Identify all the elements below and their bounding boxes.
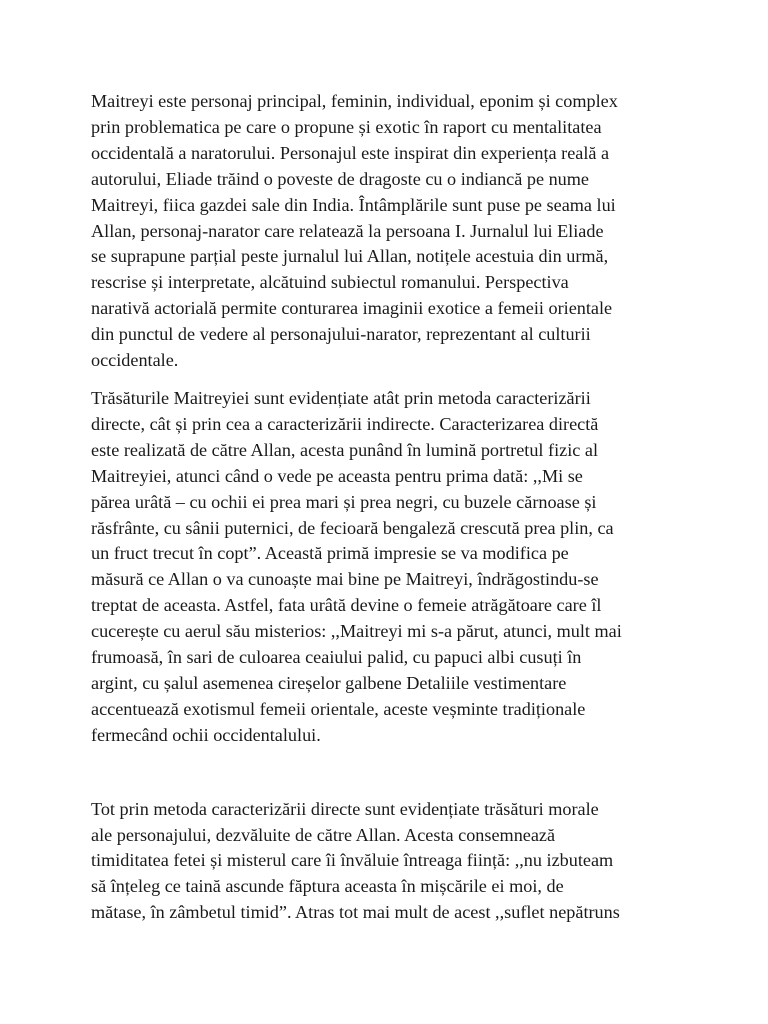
text-line: narativă actorială permite conturarea imaginii exotice a femeii orientale	[91, 298, 613, 319]
text-line: frumoasă, în sari de culoarea ceaiului palid, cu papuci albi cusuți în	[91, 647, 582, 668]
text-line: argint, cu șalul asemenea cireșelor galbene Detaliile vestimentare	[91, 672, 567, 693]
text-line: să înțeleg ce taină ascunde făptura aceasta în mișcările ei moi, de	[91, 876, 564, 897]
text-line: accentuează exotismul femeii orientale, aceste veșminte tradiționale	[91, 698, 586, 719]
text-line: prin problematica pe care o propune și exotic în raport cu mentalitatea	[91, 116, 602, 137]
text-line: este realizată de către Allan, acesta punând în lumină portretul fizic al	[91, 439, 598, 460]
text-line: autorului, Eliade trăind o poveste de dragoste cu o indiancă pe nume	[91, 168, 589, 189]
paragraph-2	[91, 386, 691, 749]
document-body	[91, 89, 691, 926]
text-line: fermecând ochii occidentalului.	[91, 724, 321, 745]
text-line: occidentale.	[91, 350, 179, 371]
paragraph-1	[91, 89, 691, 374]
text-line: mătase, în zâmbetul timid”. Atras tot mai mult de acest ,,suflet nepătruns	[91, 902, 620, 923]
text-line: părea urâtă – cu ochii ei prea mari și prea negri, cu buzele cărnoase și	[91, 491, 597, 512]
text-line: un fruct trecut în copt”. Această primă impresie se va modifica pe	[91, 543, 569, 564]
text-line: Trăsăturile Maitreyiei sunt evidențiate atât prin metoda caracterizării	[91, 387, 591, 408]
text-line: cucerește cu aerul său misterios: ,,Maitreyi mi s-a părut, atunci, mult mai	[91, 621, 622, 642]
text-line: ale personajului, dezvăluite de către Allan. Acesta consemnează	[91, 824, 556, 845]
text-line: Maitreyi este personaj principal, feminin, individual, eponim și complex	[91, 91, 618, 111]
text-line: directe, cât și prin cea a caracterizării indirecte. Caracterizarea directă	[91, 413, 599, 434]
text-line: răsfrânte, cu sânii puternici, de fecioară bengaleză crescută prea plin, ca	[91, 517, 614, 538]
text-line: occidentală a naratorului. Personajul este inspirat din experiența reală a	[91, 142, 610, 163]
text-line: măsură ce Allan o va cunoaște mai bine pe Maitreyi, îndrăgostindu-se	[91, 569, 599, 590]
text-line: Maitreyiei, atunci când o vede pe aceasta pentru prima dată: ,,Mi se	[91, 465, 583, 486]
text-line: Tot prin metoda caracterizării directe sunt evidențiate trăsături morale	[91, 798, 599, 819]
text-line: din punctul de vedere al personajului-narator, reprezentant al culturii	[91, 324, 591, 345]
text-line: Maitreyi, fiica gazdei sale din India. Întâmplările sunt puse pe seama lui	[91, 194, 616, 215]
text-line: Allan, personaj-narator care relatează la persoana I. Jurnalul lui Eliade	[91, 220, 604, 241]
text-line: treptat de aceasta. Astfel, fata urâtă devine o femeie atrăgătoare care îl	[91, 595, 602, 616]
text-line: se suprapune parțial peste jurnalul lui Allan, notițele acestuia din urmă,	[91, 246, 609, 267]
text-line: rescrise și interpretate, alcătuind subiectul romanului. Perspectiva	[91, 272, 569, 293]
text-line: timiditatea fetei și misterul care îi învăluie întreaga ființă: ,,nu izbuteam	[91, 850, 614, 871]
paragraph-3	[91, 797, 691, 927]
